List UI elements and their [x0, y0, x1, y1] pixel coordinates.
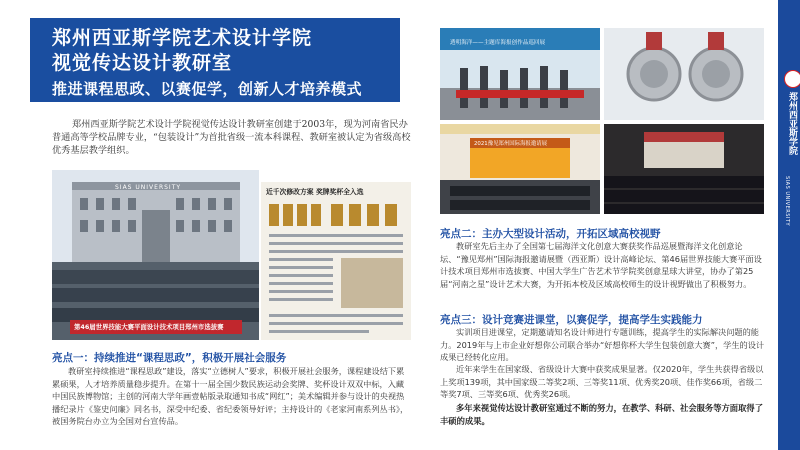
- page-title-line2: 视觉传达设计教研室: [52, 52, 233, 74]
- newspaper-headline: 近千次修改方案 奖牌奖杯全入选: [266, 188, 364, 196]
- campus-sign-text: SIAS UNIVERSITY: [115, 184, 182, 191]
- campus-group-photo: [52, 170, 259, 340]
- banner-text: 第46届世界技能大赛平面设计技术项目郑州市选拔赛: [74, 323, 224, 331]
- section-1-title: 亮点一：持续推进“课程思政”，积极开展社会服务: [52, 352, 287, 364]
- section-1-body: 教研室持续推进“课程思政”建设，落实“立德树人”要求，积极开展社会服务，课程建设结下累累硕果，人才培养质量稳步提升。在第十一届全国少数民族运动会奖牌、奖杯设计双双中标，入藏中国民族博物馆；主创的河南大学年画壹帖版录取通知书成“网红”；美术编辑并参与设计的央视热播纪录片《鉴史问廉》同名书，深受中纪委、省纪委领导好评；主持设计的《老家河南系列丛书》，被国务院台办立为全国对台宣传品。: [52, 366, 409, 426]
- side-school-name-en: SIAS UNIVERSITY: [784, 176, 790, 227]
- sias-logo-icon: [784, 70, 800, 88]
- page-subtitle: 推进课程思政、以赛促学，创新人才培养模式: [52, 80, 363, 98]
- section-3-body-1: 实训项目进课堂，定期邀请知名设计师进行专题训练，提高学生的实际解决问题的能力。2019年与上市企业好想你公司联合举办“好想你杯大学生包装创意大赛”，学生的设计成果已经转化应用。: [440, 327, 765, 362]
- closing-statement: 多年来视觉传达设计教研室通过不断的努力，在教学、科研、社会服务等方面取得了丰硕的成果。: [440, 403, 763, 426]
- award-medals-photo: [604, 28, 764, 120]
- forum-photo: [440, 124, 600, 214]
- section-2-body: 教研室先后主办了全国第七届海洋文化创意大赛获奖作品巡展暨海洋文化创意论坛、“豫见郑州”国际海报邀请展暨（西亚斯）设计高峰论坛、第46届世界技能大赛平面设计技术项目郑州市选拔赛、中国大学生广告艺术节学院奖创意星球大讲堂，协办了第25届“河南之星”设计艺术大赛，为开拓本校及区域高校师生的设计视野做出了积极努力。: [440, 241, 762, 289]
- newspaper-photo: [261, 182, 411, 340]
- intro-paragraph: 郑州西亚斯学院艺术设计学院视觉传达设计教研室创建于2003年，现为河南省民办普通高等学校品牌专业，“包装设计”为首批省级一流本科课程、教研室被认定为省级高校优秀基层教学组织。: [52, 119, 411, 156]
- section-3-body-2: 近年来学生在国家级、省级设计大赛中获奖成果显著。仅2020年，学生共获得省级以上奖项139项，其中国家级二等奖2项、三等奖11项、优秀奖20项、佳作奖66项，省级二等奖7项、三等奖6项、优秀奖26项。: [440, 364, 764, 399]
- section-3-title: 亮点三：设计竞赛进课堂，以赛促学，提高学生实践能力: [440, 314, 703, 326]
- lecture-photo: [604, 124, 764, 214]
- forum-banner-text: 2021豫见郑州国际海报邀请展: [474, 141, 548, 147]
- section-2-title: 亮点二：主办大型设计活动，开拓区域高校视野: [440, 228, 661, 240]
- side-school-name: 郑州西亚斯学院: [787, 92, 797, 155]
- page-title-line1: 郑州西亚斯学院艺术设计学院: [52, 27, 313, 49]
- expo-banner-text: 透明海洋——主题库海报创作品巡回展: [450, 40, 546, 46]
